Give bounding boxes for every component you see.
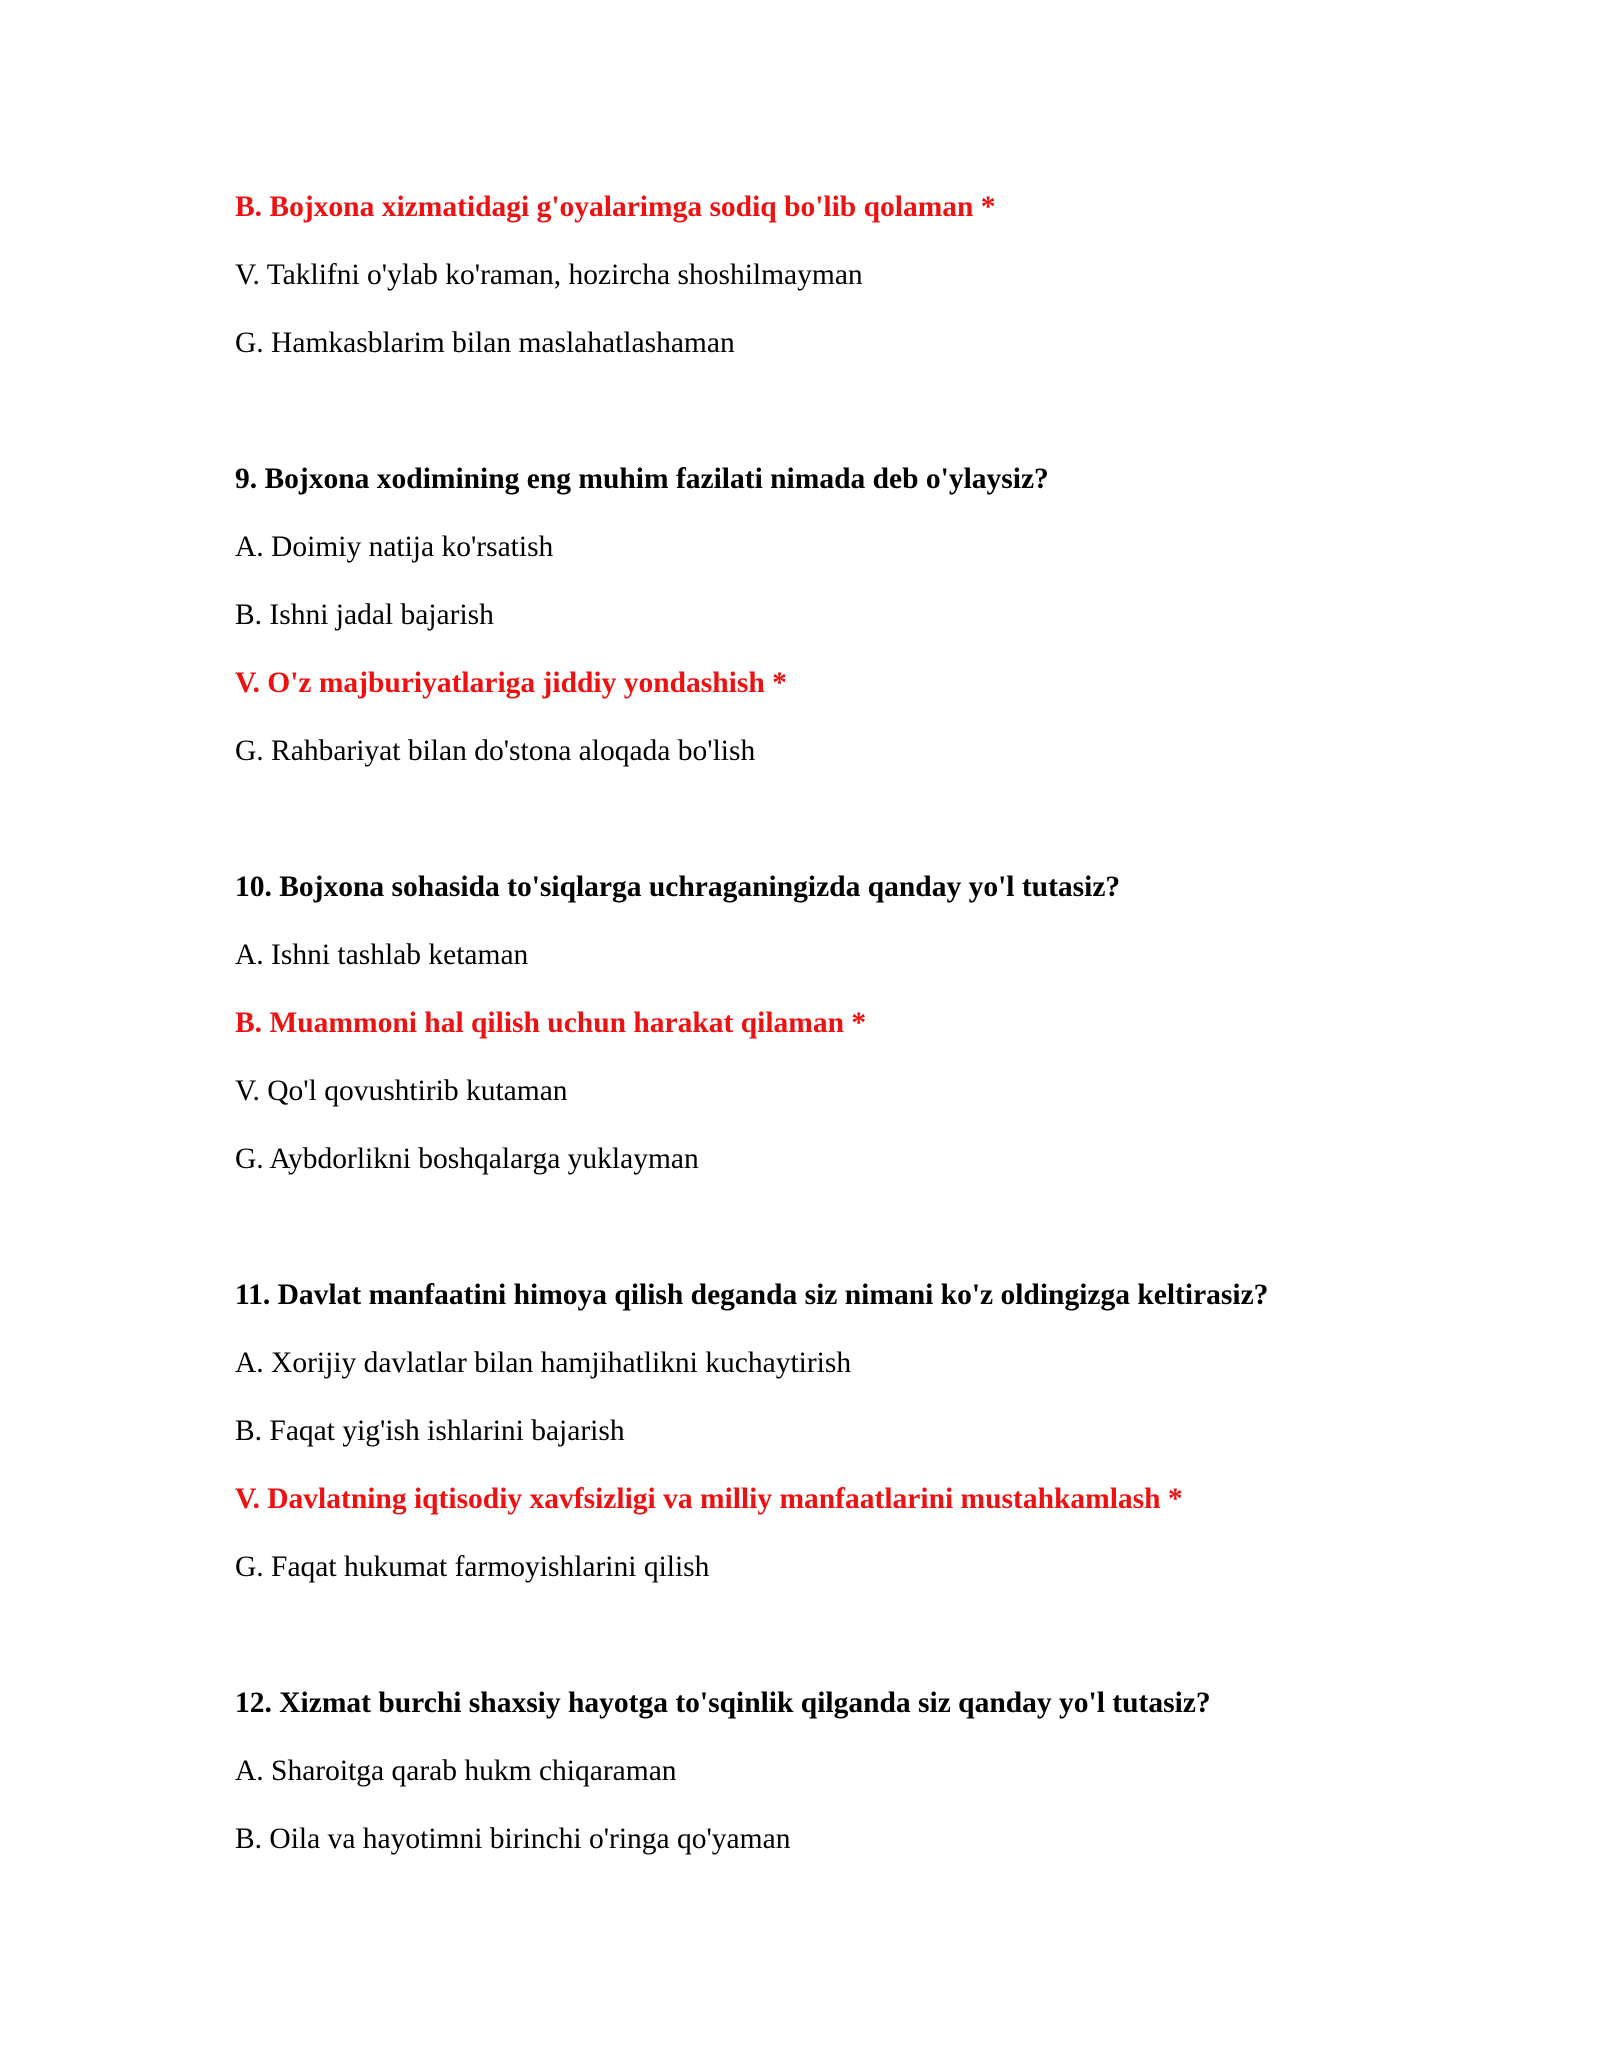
question-11: 11. Davlat manfaatini himoya qilish deganda siz nimani ko'z oldingizga keltirasiz?: [235, 1279, 1269, 1311]
answer-option: G. Faqat hukumat farmoyishlarini qilish: [235, 1551, 710, 1583]
answer-option: B. Ishni jadal bajarish: [235, 599, 494, 631]
answer-option: A. Ishni tashlab ketaman: [235, 939, 529, 971]
spacer: [235, 795, 1485, 863]
answer-option: G. Aybdorlikni boshqalarga yuklayman: [235, 1143, 699, 1175]
answer-option: A. Xorijiy davlatlar bilan hamjihatlikni kuchaytirish: [235, 1347, 852, 1379]
answer-option-correct: B. Muammoni hal qilish uchun harakat qilaman *: [235, 1007, 867, 1039]
answer-option-correct: V. O'z majburiyatlariga jiddiy yondashish *: [235, 667, 787, 699]
answer-option-correct: V. Davlatning iqtisodiy xavfsizligi va milliy manfaatlarini mustahkamlash *: [235, 1483, 1183, 1515]
question-9: 9. Bojxona xodimining eng muhim fazilati nimada deb o'ylaysiz?: [235, 463, 1049, 495]
quiz-page: [235, 183, 1485, 1883]
answer-option: V. Qo'l qovushtirib kutaman: [235, 1075, 568, 1107]
spacer: [235, 387, 1485, 455]
spacer: [235, 1611, 1485, 1679]
question-12: 12. Xizmat burchi shaxsiy hayotga to'sqinlik qilganda siz qanday yo'l tutasiz?: [235, 1687, 1211, 1719]
spacer: [235, 1203, 1485, 1271]
answer-option-correct: B. Bojxona xizmatidagi g'oyalarimga sodiq bo'lib qolaman *: [235, 191, 996, 223]
answer-option: G. Rahbariyat bilan do'stona aloqada bo'lish: [235, 735, 756, 767]
answer-option: V. Taklifni o'ylab ko'raman, hozircha shoshilmayman: [235, 259, 863, 291]
answer-option: B. Oila va hayotimni birinchi o'ringa qo'yaman: [235, 1823, 791, 1855]
question-10: 10. Bojxona sohasida to'siqlarga uchraganingizda qanday yo'l tutasiz?: [235, 871, 1121, 903]
answer-option: G. Hamkasblarim bilan maslahatlashaman: [235, 327, 735, 359]
answer-option: A. Sharoitga qarab hukm chiqaraman: [235, 1755, 677, 1787]
answer-option: B. Faqat yig'ish ishlarini bajarish: [235, 1415, 625, 1447]
answer-option: A. Doimiy natija ko'rsatish: [235, 531, 554, 563]
